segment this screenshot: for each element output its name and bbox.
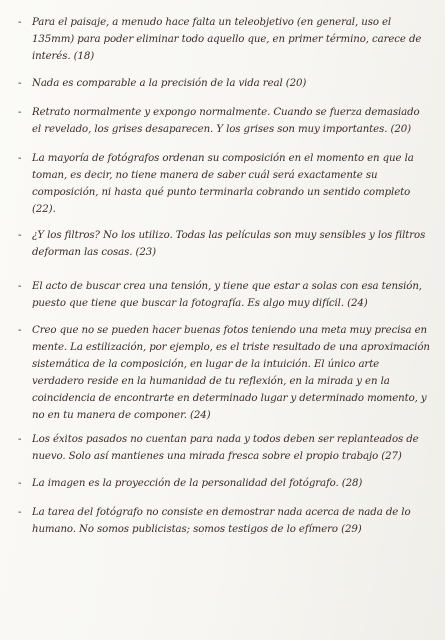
note-text: Creo que no se pueden hacer buenas fotos teniendo una meta muy precisa en mente. La estilización, por ejemplo, es el triste resultado de una aproximación sistemática de la composición, en lugar de la intuición. El único arte verdadero reside en la humanidad de tu reflexión, en la mirada y en la coincidencia de encontrarte en determinado lugar y determinado momento, y no en tu manera de componer. (24) — [32, 325, 430, 421]
bullet: - — [18, 478, 22, 489]
note-text: La imagen es la proyección de la personalidad del fotógrafo. (28) — [32, 478, 363, 489]
note-text: Para el paisaje, a menudo hace falta un teleobjetivo (en general, uso el 135mm) para poder eliminar todo aquello que, en primer término, carece de interés. (18) — [32, 17, 422, 62]
note-text: La tarea del fotógrafo no consiste en demostrar nada acerca de nada de lo humano. No somos publicistas; somos testigos de lo efímero (29) — [32, 507, 411, 535]
note-text: El acto de buscar crea una tensión, y tiene que estar a solas con esa tensión, puesto que tiene que buscar la fotografía. Es algo muy difícil. (24) — [32, 281, 422, 309]
bullet: - — [18, 153, 22, 164]
bullet: - — [18, 78, 22, 89]
bullet: - — [18, 325, 22, 336]
note-text: La mayoría de fotógrafos ordenan su composición en el momento en que la toman, es decir, no tiene manera de saber cuál será exactamente su composición, ni hasta qué punto terminarla cobrando un sentido completo (22). — [32, 153, 414, 215]
note-item — [18, 431, 431, 465]
note-text: Retrato normalmente y expongo normalmente. Cuando se fuerza demasiado el revelado, los grises desaparecen. Y los grises son muy importantes. (20) — [32, 107, 420, 135]
bullet: - — [18, 281, 22, 292]
note-item — [18, 75, 431, 92]
bullet: - — [18, 507, 22, 518]
note-text: Los éxitos pasados no cuentan para nada y todos deben ser replanteados de nuevo. Solo así mantienes una mirada fresca sobre el propio trabajo (27) — [32, 434, 419, 462]
note-item — [18, 322, 431, 424]
bullet: - — [18, 107, 22, 118]
bullet: - — [18, 434, 22, 445]
note-text: Nada es comparable a la precisión de la vida real (20) — [32, 78, 307, 89]
note-item — [18, 504, 431, 538]
note-item — [18, 278, 431, 312]
note-item — [18, 227, 431, 261]
bullet: - — [18, 230, 22, 241]
note-item — [18, 104, 431, 138]
note-text: ¿Y los filtros? No los utilizo. Todas las películas son muy sensibles y los filtros deforman las cosas. (23) — [32, 230, 426, 258]
bullet: - — [18, 17, 22, 28]
note-item — [18, 150, 431, 218]
note-item — [18, 14, 431, 65]
note-item — [18, 475, 431, 492]
